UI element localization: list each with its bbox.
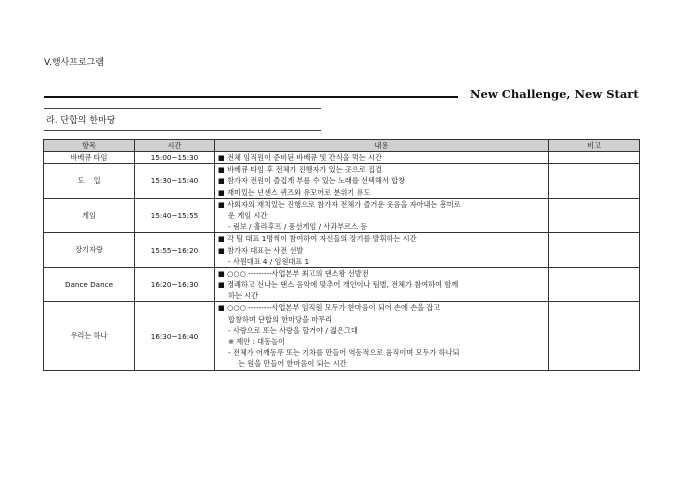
content-line: - 전체가 어깨동무 또는 기차를 만들어 역동적으로 움직이며 모두가 하나되 (228, 348, 460, 358)
sub-title: 라. 단합의 한마당 (46, 116, 116, 126)
table-row (44, 302, 640, 370)
table-header-row (44, 140, 640, 152)
content-line: ■ 바베큐 타임 후 전체가 진행자가 있는 곳으로 집결 (218, 165, 382, 175)
content-line: ■ 참가자 전원이 즐겁게 부를 수 있는 노래를 선택해서 합창 (218, 176, 406, 186)
table-row (44, 198, 640, 233)
content-line: - 림보 / 훌라후프 / 풍선게임 / 사과부르스 등 (228, 222, 368, 232)
program-table (43, 139, 640, 371)
content-line: ■ ○○○ ---------사업본부 최고의 댄스왕 선발전 (218, 268, 369, 278)
row-time: 15:00~15:30 (135, 152, 215, 164)
title-rule (44, 96, 458, 98)
content-line: ■ 전체 임직원이 준비된 바베큐 및 간식을 먹는 시간 (218, 153, 382, 162)
row-item: 게임 (44, 198, 135, 233)
table-row (44, 164, 640, 199)
row-content (215, 152, 549, 164)
content-line: ■ ○○○ ---------사업본부 임직원 모두가 한마음이 되어 손에 손을 잡고 (218, 303, 441, 313)
content-line: ■ 참가자 대표는 사전 선발 (218, 245, 304, 255)
row-content (215, 267, 549, 302)
content-line: ■ 재미있는 넌센스 퀴즈와 유모어로 분위기 유도 (218, 187, 371, 197)
content-line: ■ 경쾌하고 신나는 댄스 음악에 맞추어 개인이나 팀별, 전체가 참여하여 함께 (218, 280, 459, 290)
row-note (549, 164, 640, 199)
row-item: 장기자랑 (44, 233, 135, 268)
content-line: - 사랑으로 또는 사랑을 할거야 / 젊은그대 (228, 325, 358, 335)
row-item: 도 입 (44, 164, 135, 199)
content-line: 하는 시간 (228, 291, 259, 301)
content-line: ※ 제안 : 대동놀이 (228, 337, 285, 346)
content-line: 는 원을 만들어 한마음이 되는 시간 (238, 359, 347, 369)
slogan: New Challenge, New Start (470, 87, 639, 101)
row-time: 15:55~16:20 (135, 233, 215, 268)
row-note (549, 233, 640, 268)
header-note: 비고 (549, 140, 640, 152)
row-note (549, 267, 640, 302)
content-line: ■ 각 팀 대표 1명씩이 참여하여 자신들의 장기를 발휘하는 시간 (218, 234, 417, 244)
row-note (549, 198, 640, 233)
header-item: 항목 (44, 140, 135, 152)
row-time: 15:40~15:55 (135, 198, 215, 233)
row-content (215, 198, 549, 233)
row-item: Dance Dance (44, 267, 135, 302)
table-row (44, 267, 640, 302)
row-content (215, 164, 549, 199)
row-item: 우리는 하나 (44, 302, 135, 370)
content-line: ■ 사회자의 재치있는 진행으로 참가자 전체가 즐거운 웃음을 자아내는 흥미로 (218, 199, 461, 209)
header-content: 내용 (215, 140, 549, 152)
row-note (549, 152, 640, 164)
table-row (44, 152, 640, 164)
table-row (44, 233, 640, 268)
content-line: 합창하며 단합의 한마당을 마무리 (228, 314, 333, 324)
row-content (215, 302, 549, 370)
row-time: 16:20~16:30 (135, 267, 215, 302)
subtitle-rule-top (44, 108, 321, 109)
header-time: 시간 (135, 140, 215, 152)
row-note (549, 302, 640, 370)
row-item: 바베큐 타임 (44, 152, 135, 164)
content-line: 운 게임 시간 (228, 210, 268, 220)
section-title: V.행사프로그램 (44, 58, 105, 68)
row-content (215, 233, 549, 268)
content-line: - 사원대표 4 / 임원대표 1 (228, 256, 310, 266)
row-time: 15:30~15:40 (135, 164, 215, 199)
row-time: 16:30~16:40 (135, 302, 215, 370)
subtitle-rule-bottom (44, 130, 321, 131)
